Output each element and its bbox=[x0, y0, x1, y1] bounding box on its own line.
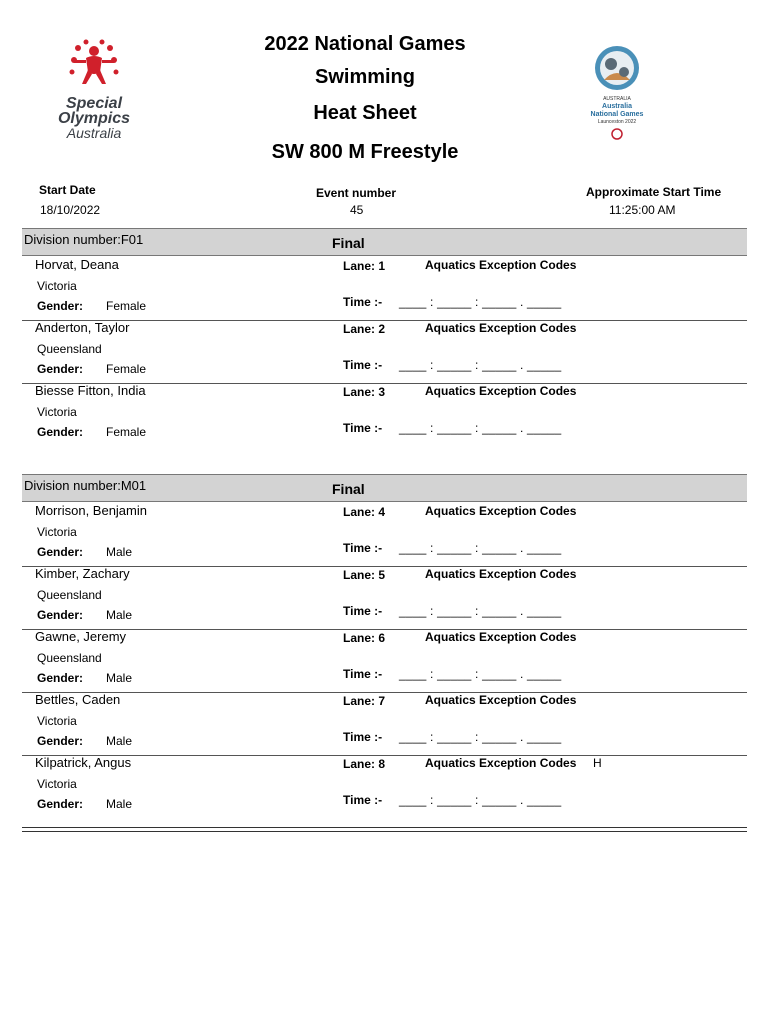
svg-text:AUSTRALIA: AUSTRALIA bbox=[603, 96, 631, 102]
event-title: SW 800 M Freestyle bbox=[271, 141, 459, 163]
aquatics-codes-label: Aquatics Exception Codes bbox=[425, 693, 577, 707]
time-entry-blank[interactable]: ____ : _____ : _____ . _____ bbox=[399, 730, 562, 744]
gender-value: Male bbox=[106, 734, 133, 748]
approx-start-value: 11:25:00 AM bbox=[609, 203, 676, 217]
lane-number: Lane: 1 bbox=[343, 259, 386, 273]
swimmer-row bbox=[22, 692, 747, 756]
svg-text:Australia: Australia bbox=[602, 103, 632, 110]
svg-text:National Games: National Games bbox=[590, 111, 644, 118]
swimmer-state: Victoria bbox=[37, 525, 77, 539]
swimmer-name: Gawne, Jeremy bbox=[35, 629, 127, 644]
swimmer-state: Victoria bbox=[37, 777, 77, 791]
lane-number: Lane: 6 bbox=[343, 631, 386, 645]
time-entry-blank[interactable]: ____ : _____ : _____ . _____ bbox=[399, 358, 562, 372]
gender-value: Female bbox=[106, 362, 147, 376]
sheet-title: Heat Sheet bbox=[313, 102, 417, 124]
swimmer-name: Anderton, Taylor bbox=[35, 320, 130, 335]
logo-text-australia: Australia bbox=[66, 125, 122, 141]
lane-number: Lane: 8 bbox=[343, 757, 386, 771]
swimmer-state: Queensland bbox=[37, 342, 102, 356]
gender-value: Male bbox=[106, 671, 133, 685]
swimmer-state: Victoria bbox=[37, 279, 77, 293]
national-games-emblem-icon bbox=[584, 42, 650, 146]
special-olympics-logo bbox=[46, 38, 146, 148]
start-date-value: 18/10/2022 bbox=[40, 203, 101, 217]
gender-label: Gender: bbox=[37, 671, 84, 685]
national-games-logo bbox=[584, 42, 650, 146]
round-label: Final bbox=[332, 481, 365, 497]
start-date-label: Start Date bbox=[39, 183, 96, 197]
round-label: Final bbox=[332, 235, 365, 251]
swimmer-row bbox=[22, 566, 747, 630]
approx-start-label: Approximate Start Time bbox=[586, 185, 722, 199]
swimmer-row bbox=[22, 503, 747, 567]
aquatics-codes-label: Aquatics Exception Codes bbox=[425, 384, 577, 398]
lane-number: Lane: 5 bbox=[343, 568, 386, 582]
swimmer-name: Horvat, Deana bbox=[35, 257, 119, 272]
gender-label: Gender: bbox=[37, 608, 84, 622]
time-entry-blank[interactable]: ____ : _____ : _____ . _____ bbox=[399, 421, 562, 435]
aquatics-codes-label: Aquatics Exception Codes bbox=[425, 321, 577, 335]
time-entry-blank[interactable]: ____ : _____ : _____ . _____ bbox=[399, 604, 562, 618]
time-entry-blank[interactable]: ____ : _____ : _____ . _____ bbox=[399, 541, 562, 555]
swimmer-name: Kimber, Zachary bbox=[35, 566, 130, 581]
swimmer-row bbox=[22, 755, 747, 818]
swimmer-name: Morrison, Benjamin bbox=[35, 503, 147, 518]
aquatics-codes-label: Aquatics Exception Codes bbox=[425, 567, 577, 581]
time-entry-blank[interactable]: ____ : _____ : _____ . _____ bbox=[399, 793, 562, 807]
page-title: 2022 National Games bbox=[264, 33, 466, 55]
time-label: Time :- bbox=[343, 793, 383, 807]
division-number: Division number:F01 bbox=[24, 232, 144, 247]
swimmer-name: Biesse Fitton, India bbox=[35, 383, 146, 398]
gender-value: Female bbox=[106, 299, 147, 313]
time-label: Time :- bbox=[343, 358, 383, 372]
sport-title: Swimming bbox=[314, 66, 415, 88]
event-number-label: Event number bbox=[316, 186, 397, 200]
gender-label: Gender: bbox=[37, 362, 84, 376]
swimmer-row bbox=[22, 320, 747, 384]
gender-label: Gender: bbox=[37, 299, 84, 313]
event-number-value: 45 bbox=[350, 203, 364, 217]
lane-number: Lane: 4 bbox=[343, 505, 386, 519]
gender-value: Male bbox=[106, 608, 133, 622]
swimmer-state: Queensland bbox=[37, 588, 102, 602]
time-label: Time :- bbox=[343, 730, 383, 744]
time-entry-blank[interactable]: ____ : _____ : _____ . _____ bbox=[399, 295, 562, 309]
lane-number: Lane: 7 bbox=[343, 694, 386, 708]
logo-text-special: Special bbox=[65, 95, 123, 112]
gender-label: Gender: bbox=[37, 425, 84, 439]
swimmer-state: Queensland bbox=[37, 651, 102, 665]
time-label: Time :- bbox=[343, 541, 383, 555]
swimmer-name: Kilpatrick, Angus bbox=[35, 755, 132, 770]
time-label: Time :- bbox=[343, 421, 383, 435]
aquatics-codes-label: Aquatics Exception Codes bbox=[425, 504, 577, 518]
gender-label: Gender: bbox=[37, 734, 84, 748]
gender-value: Male bbox=[106, 797, 133, 811]
time-label: Time :- bbox=[343, 295, 383, 309]
section-end-divider bbox=[22, 827, 747, 832]
swimmer-name: Bettles, Caden bbox=[35, 692, 121, 707]
gender-label: Gender: bbox=[37, 797, 84, 811]
special-olympics-emblem-icon bbox=[66, 38, 122, 88]
swimmer-row bbox=[22, 257, 747, 321]
swimmer-row bbox=[22, 383, 747, 446]
division-number: Division number:M01 bbox=[24, 478, 147, 493]
aquatics-codes-label: Aquatics Exception Codes bbox=[425, 756, 577, 770]
lane-number: Lane: 2 bbox=[343, 322, 386, 336]
swimmer-state: Victoria bbox=[37, 405, 77, 419]
swimmer-row bbox=[22, 629, 747, 693]
gender-label: Gender: bbox=[37, 545, 84, 559]
time-label: Time :- bbox=[343, 604, 383, 618]
aquatics-codes-label: Aquatics Exception Codes bbox=[425, 630, 577, 644]
time-entry-blank[interactable]: ____ : _____ : _____ . _____ bbox=[399, 667, 562, 681]
division-header bbox=[22, 474, 747, 502]
svg-text:Launceston 2022: Launceston 2022 bbox=[597, 119, 637, 125]
gender-value: Female bbox=[106, 425, 147, 439]
logo-text-olympics: Olympics bbox=[57, 110, 131, 127]
swimmer-state: Victoria bbox=[37, 714, 77, 728]
division-header bbox=[22, 228, 747, 256]
aquatics-codes-label: Aquatics Exception Codes bbox=[425, 258, 577, 272]
time-label: Time :- bbox=[343, 667, 383, 681]
aquatics-code-value: H bbox=[593, 756, 602, 770]
lane-number: Lane: 3 bbox=[343, 385, 386, 399]
gender-value: Male bbox=[106, 545, 133, 559]
